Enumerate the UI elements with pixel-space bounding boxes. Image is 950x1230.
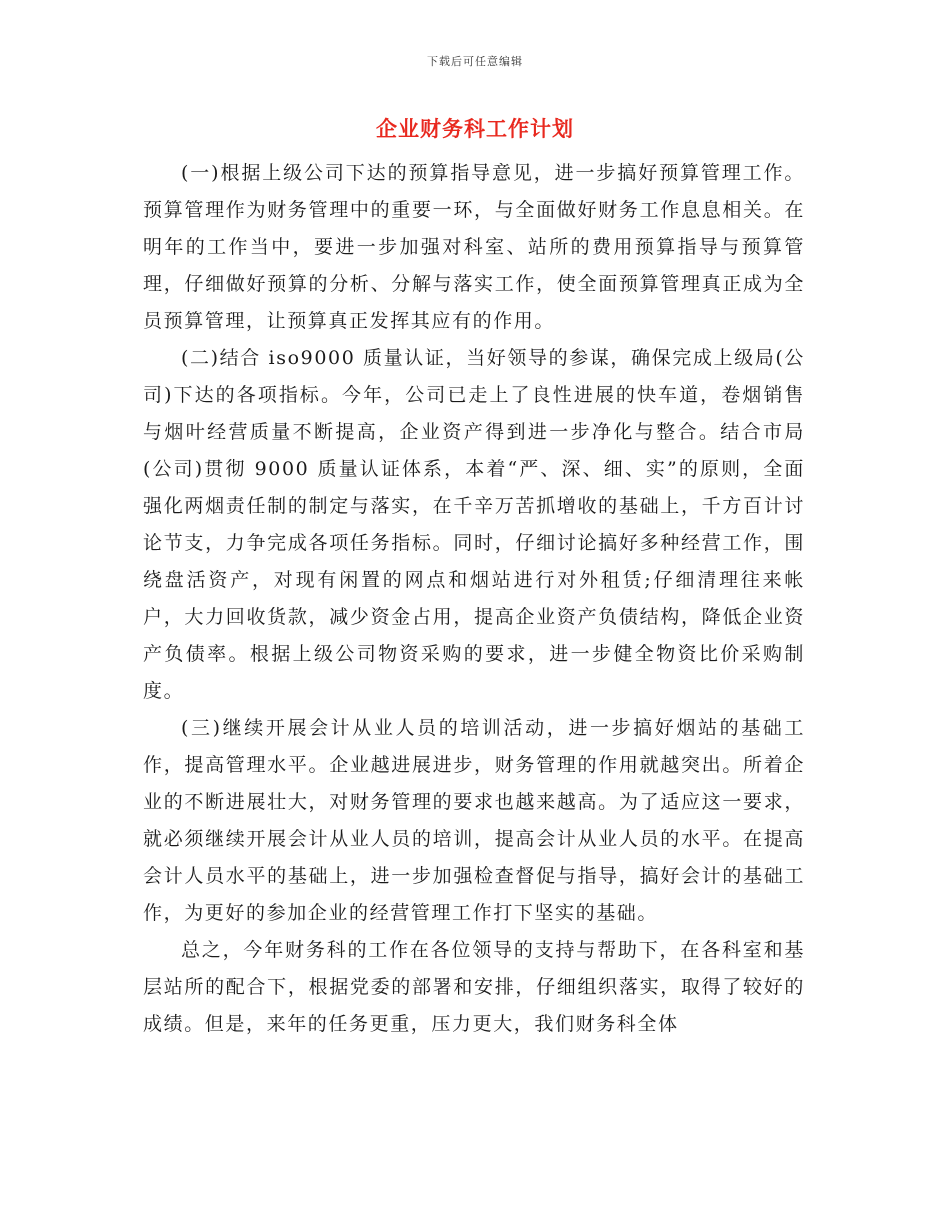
- paragraph-1: (一)根据上级公司下达的预算指导意见，进一步搞好预算管理工作。预算管理作为财务管理中的重要一环，与全面做好财务工作息息相关。在明年的工作当中，要进一步加强对科室、站所的费用预算指导与预算管理，仔细做好预算的分析、分解与落实工作，使全面预算管理真正成为全员预算管理，让预算真正发挥其应有的作用。: [143, 162, 805, 332]
- paragraph-3: (三)继续开展会计从业人员的培训活动，进一步搞好烟站的基础工作，提高管理水平。企业越进展进步，财务管理的作用就越突出。所着企业的不断进展壮大，对财务管理的要求也越来越高。为了适应这一要求，就必须继续开展会计从业人员的培训，提高会计从业人员的水平。在提高会计人员水平的基础上，进一步加强检查督促与指导，搞好会计的基础工作，为更好的参加企业的经营管理工作打下坚实的基础。: [143, 717, 805, 924]
- document-title: 企业财务科工作计划: [376, 116, 574, 141]
- paragraph-4: 总之，今年财务科的工作在各位领导的支持与帮助下，在各科室和基层站所的配合下，根据党委的部署和安排，仔细组织落实，取得了较好的成绩。但是，来年的任务更重，压力更大，我们财务科全体: [143, 939, 805, 1035]
- paragraph-2: (二)结合 iso9000 质量认证，当好领导的参谋，确保完成上级局(公司)下达的各项指标。今年，公司已走上了良性进展的快车道，卷烟销售与烟叶经营质量不断提高，企业资产得到进一步净化与整合。结合市局(公司)贯彻 9000 质量认证体系，本着“严、深、细、实”的原则，全面强化两烟责任制的制定与落实，在千辛万苦抓增收的基础上，千方百计讨论节支，力争完成各项任务指标。同时，仔细讨论搞好多种经营工作，围绕盘活资产，对现有闲置的网点和烟站进行对外租赁;仔细清理往来帐户，大力回收货款，减少资金占用，提高企业资产负债结构，降低企业资产负债率。根据上级公司物资采购的要求，进一步健全物资比价采购制度。: [143, 347, 805, 702]
- document-body: [143, 155, 805, 1043]
- page-header-note: 下载后可任意编辑: [427, 55, 523, 68]
